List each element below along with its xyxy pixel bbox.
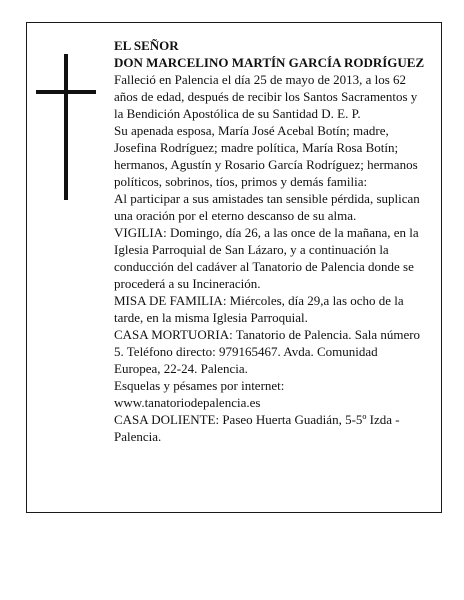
obituary-text <box>114 37 426 445</box>
cross-vertical-bar <box>64 54 68 200</box>
online-condolences: Esquelas y pésames por internet: www.tanatoriodepalencia.es <box>114 378 285 410</box>
family-mass-info: MISA DE FAMILIA: Miércoles, día 29,a las ocho de la tarde, en la misma Iglesia Parroquial. <box>114 293 404 325</box>
funeral-home-info: CASA MORTUORIA: Tanatorio de Palencia. Sala número 5. Teléfono directo: 979165467. Avda. Comunidad Europea, 22-24. Palencia. <box>114 327 421 376</box>
vigil-info: VIGILIA: Domingo, día 26, a las once de la mañana, en la Iglesia Parroquial de San Lázaro, y a continuación la conducción del cadáver al Tanatorio de Palencia donde se procederá a su Incineración. <box>114 225 419 291</box>
prayer-request: Al participar a sus amistades tan sensible pérdida, suplican una oración por el eterno descanso de su alma. <box>114 191 420 223</box>
family-list: Su apenada esposa, María José Acebal Botín; madre, Josefina Rodríguez; madre política, María Rosa Botín; hermanos, Agustín y Rosario García Rodríguez; hermanos políticos, sobrinos, tíos, primos y demás familia: <box>114 123 418 189</box>
cross-horizontal-bar <box>36 90 96 94</box>
deceased-name: DON MARCELINO MARTÍN GARCÍA RODRÍGUEZ <box>114 55 425 70</box>
death-announcement: Falleció en Palencia el día 25 de mayo de 2013, a los 62 años de edad, después de recibir los Santos Sacramentos y la Bendición Apostólica de su Santidad D. E. P. <box>114 72 418 121</box>
title-line-1: EL SEÑOR <box>114 38 179 53</box>
cross-icon <box>36 54 96 200</box>
mourning-house-info: CASA DOLIENTE: Paseo Huerta Guadián, 5-5º Izda - Palencia. <box>114 412 400 444</box>
